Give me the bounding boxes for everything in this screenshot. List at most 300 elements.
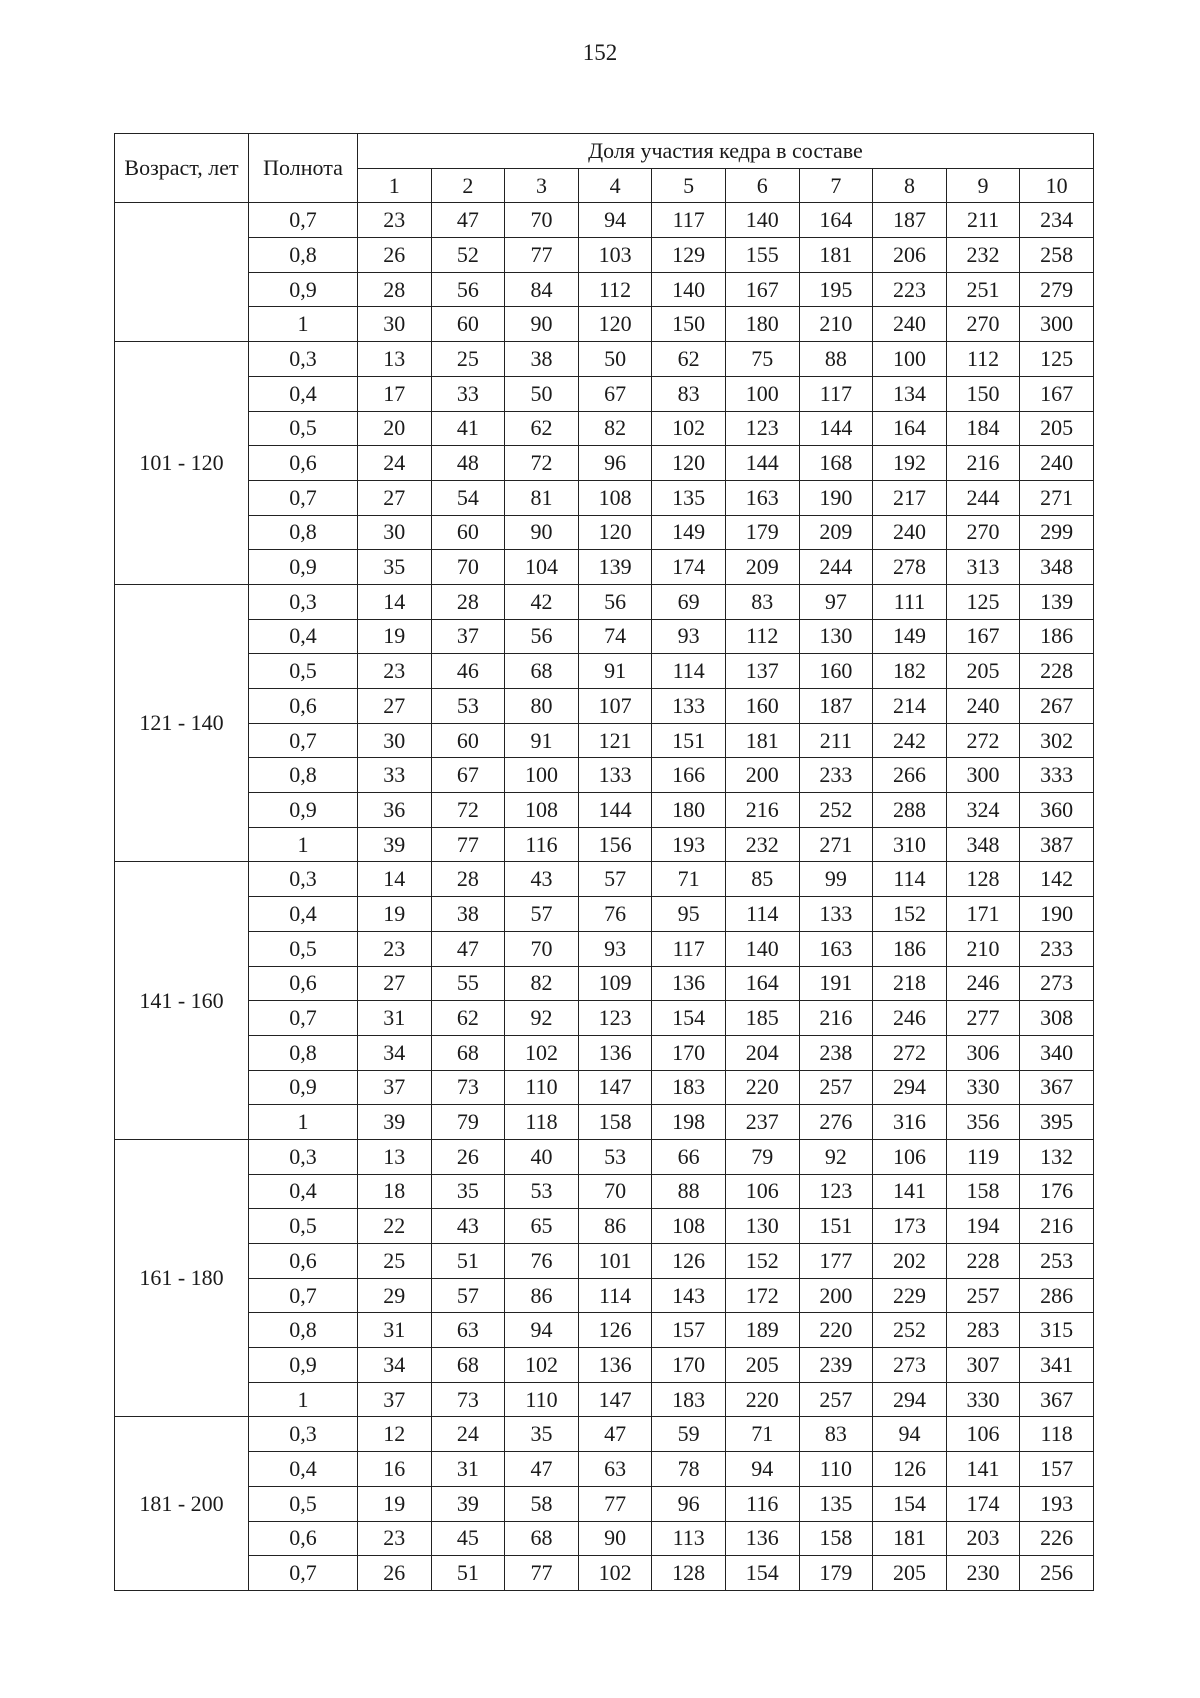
value-cell: 108 xyxy=(505,793,579,828)
value-cell: 170 xyxy=(652,1035,726,1070)
value-cell: 283 xyxy=(946,1313,1020,1348)
share-column-header: 8 xyxy=(873,168,947,203)
table-row xyxy=(115,480,1094,515)
value-cell: 205 xyxy=(725,1348,799,1383)
table-row xyxy=(115,619,1094,654)
value-cell: 111 xyxy=(873,584,947,619)
table-row xyxy=(115,1278,1094,1313)
value-cell: 154 xyxy=(725,1556,799,1591)
value-cell: 65 xyxy=(505,1209,579,1244)
table-row xyxy=(115,550,1094,585)
value-cell: 14 xyxy=(358,862,432,897)
value-cell: 147 xyxy=(578,1382,652,1417)
value-cell: 123 xyxy=(578,1001,652,1036)
value-cell: 120 xyxy=(578,515,652,550)
value-cell: 163 xyxy=(725,480,799,515)
value-cell: 233 xyxy=(799,758,873,793)
value-cell: 136 xyxy=(652,966,726,1001)
value-cell: 106 xyxy=(873,1139,947,1174)
value-cell: 71 xyxy=(725,1417,799,1452)
value-cell: 191 xyxy=(799,966,873,1001)
value-cell: 26 xyxy=(358,1556,432,1591)
age-column-header: Возраст, лет xyxy=(115,134,249,203)
value-cell: 23 xyxy=(358,203,432,238)
table-row xyxy=(115,342,1094,377)
value-cell: 308 xyxy=(1020,1001,1094,1036)
value-cell: 156 xyxy=(578,827,652,862)
value-cell: 76 xyxy=(578,897,652,932)
value-cell: 179 xyxy=(799,1556,873,1591)
table-row xyxy=(115,1244,1094,1279)
value-cell: 60 xyxy=(431,723,505,758)
value-cell: 97 xyxy=(799,584,873,619)
value-cell: 205 xyxy=(1020,411,1094,446)
value-cell: 129 xyxy=(652,238,726,273)
value-cell: 56 xyxy=(505,619,579,654)
value-cell: 228 xyxy=(1020,654,1094,689)
value-cell: 75 xyxy=(725,342,799,377)
data-table xyxy=(114,133,1094,1591)
value-cell: 167 xyxy=(1020,376,1094,411)
value-cell: 149 xyxy=(652,515,726,550)
value-cell: 79 xyxy=(725,1139,799,1174)
value-cell: 36 xyxy=(358,793,432,828)
value-cell: 51 xyxy=(431,1556,505,1591)
value-cell: 360 xyxy=(1020,793,1094,828)
density-cell: 0,3 xyxy=(249,342,358,377)
table-row xyxy=(115,307,1094,342)
table-row xyxy=(115,1417,1094,1452)
value-cell: 68 xyxy=(505,1521,579,1556)
value-cell: 31 xyxy=(431,1452,505,1487)
value-cell: 12 xyxy=(358,1417,432,1452)
value-cell: 126 xyxy=(873,1452,947,1487)
value-cell: 163 xyxy=(799,931,873,966)
value-cell: 142 xyxy=(1020,862,1094,897)
value-cell: 77 xyxy=(505,1556,579,1591)
value-cell: 19 xyxy=(358,897,432,932)
value-cell: 88 xyxy=(799,342,873,377)
density-cell: 0,7 xyxy=(249,723,358,758)
density-cell: 0,8 xyxy=(249,515,358,550)
value-cell: 82 xyxy=(578,411,652,446)
value-cell: 204 xyxy=(725,1035,799,1070)
value-cell: 251 xyxy=(946,272,1020,307)
density-cell: 0,6 xyxy=(249,1521,358,1556)
value-cell: 136 xyxy=(725,1521,799,1556)
table-body xyxy=(115,203,1094,1591)
value-cell: 86 xyxy=(505,1278,579,1313)
value-cell: 209 xyxy=(725,550,799,585)
value-cell: 14 xyxy=(358,584,432,619)
value-cell: 33 xyxy=(358,758,432,793)
density-cell: 0,4 xyxy=(249,619,358,654)
value-cell: 96 xyxy=(578,446,652,481)
value-cell: 234 xyxy=(1020,203,1094,238)
table-row xyxy=(115,1209,1094,1244)
value-cell: 39 xyxy=(358,827,432,862)
value-cell: 26 xyxy=(358,238,432,273)
value-cell: 57 xyxy=(431,1278,505,1313)
value-cell: 90 xyxy=(578,1521,652,1556)
value-cell: 66 xyxy=(652,1139,726,1174)
value-cell: 19 xyxy=(358,619,432,654)
value-cell: 170 xyxy=(652,1348,726,1383)
value-cell: 299 xyxy=(1020,515,1094,550)
value-cell: 256 xyxy=(1020,1556,1094,1591)
value-cell: 117 xyxy=(652,203,726,238)
value-cell: 112 xyxy=(946,342,1020,377)
value-cell: 59 xyxy=(652,1417,726,1452)
value-cell: 72 xyxy=(505,446,579,481)
value-cell: 126 xyxy=(652,1244,726,1279)
value-cell: 110 xyxy=(505,1382,579,1417)
density-cell: 0,3 xyxy=(249,584,358,619)
value-cell: 242 xyxy=(873,723,947,758)
value-cell: 90 xyxy=(505,515,579,550)
value-cell: 273 xyxy=(873,1348,947,1383)
value-cell: 183 xyxy=(652,1382,726,1417)
density-cell: 0,8 xyxy=(249,1313,358,1348)
table-row xyxy=(115,897,1094,932)
value-cell: 82 xyxy=(505,966,579,1001)
table-row xyxy=(115,793,1094,828)
value-cell: 288 xyxy=(873,793,947,828)
value-cell: 95 xyxy=(652,897,726,932)
value-cell: 387 xyxy=(1020,827,1094,862)
value-cell: 136 xyxy=(578,1348,652,1383)
value-cell: 367 xyxy=(1020,1070,1094,1105)
value-cell: 183 xyxy=(652,1070,726,1105)
value-cell: 128 xyxy=(652,1556,726,1591)
value-cell: 185 xyxy=(725,1001,799,1036)
value-cell: 218 xyxy=(873,966,947,1001)
value-cell: 60 xyxy=(431,515,505,550)
table-row xyxy=(115,1313,1094,1348)
density-cell: 1 xyxy=(249,1382,358,1417)
value-cell: 172 xyxy=(725,1278,799,1313)
value-cell: 103 xyxy=(578,238,652,273)
value-cell: 228 xyxy=(946,1244,1020,1279)
value-cell: 226 xyxy=(1020,1521,1094,1556)
value-cell: 102 xyxy=(652,411,726,446)
density-column-header: Полнота xyxy=(249,134,358,203)
table-row xyxy=(115,1452,1094,1487)
value-cell: 144 xyxy=(725,446,799,481)
value-cell: 83 xyxy=(652,376,726,411)
value-cell: 307 xyxy=(946,1348,1020,1383)
table-row xyxy=(115,1382,1094,1417)
value-cell: 47 xyxy=(505,1452,579,1487)
value-cell: 367 xyxy=(1020,1382,1094,1417)
value-cell: 151 xyxy=(799,1209,873,1244)
value-cell: 86 xyxy=(578,1209,652,1244)
value-cell: 96 xyxy=(652,1486,726,1521)
value-cell: 240 xyxy=(946,689,1020,724)
value-cell: 154 xyxy=(873,1486,947,1521)
value-cell: 302 xyxy=(1020,723,1094,758)
value-cell: 230 xyxy=(946,1556,1020,1591)
value-cell: 118 xyxy=(1020,1417,1094,1452)
density-cell: 1 xyxy=(249,307,358,342)
value-cell: 152 xyxy=(725,1244,799,1279)
share-column-header: 5 xyxy=(652,168,726,203)
value-cell: 24 xyxy=(358,446,432,481)
value-cell: 136 xyxy=(578,1035,652,1070)
value-cell: 216 xyxy=(946,446,1020,481)
value-cell: 144 xyxy=(799,411,873,446)
value-cell: 69 xyxy=(652,584,726,619)
value-cell: 90 xyxy=(505,307,579,342)
density-cell: 0,7 xyxy=(249,1556,358,1591)
page-number: 152 xyxy=(582,40,618,65)
value-cell: 77 xyxy=(505,238,579,273)
value-cell: 186 xyxy=(1020,619,1094,654)
value-cell: 25 xyxy=(431,342,505,377)
value-cell: 171 xyxy=(946,897,1020,932)
value-cell: 276 xyxy=(799,1105,873,1140)
value-cell: 240 xyxy=(873,307,947,342)
density-cell: 0,4 xyxy=(249,376,358,411)
value-cell: 24 xyxy=(431,1417,505,1452)
value-cell: 168 xyxy=(799,446,873,481)
value-cell: 120 xyxy=(652,446,726,481)
value-cell: 123 xyxy=(725,411,799,446)
value-cell: 193 xyxy=(1020,1486,1094,1521)
value-cell: 133 xyxy=(578,758,652,793)
share-group-header: Доля участия кедра в составе xyxy=(358,134,1094,169)
value-cell: 300 xyxy=(1020,307,1094,342)
value-cell: 154 xyxy=(652,1001,726,1036)
value-cell: 166 xyxy=(652,758,726,793)
density-cell: 0,8 xyxy=(249,238,358,273)
value-cell: 92 xyxy=(505,1001,579,1036)
value-cell: 128 xyxy=(946,862,1020,897)
value-cell: 158 xyxy=(578,1105,652,1140)
density-cell: 0,7 xyxy=(249,1278,358,1313)
value-cell: 174 xyxy=(946,1486,1020,1521)
value-cell: 140 xyxy=(725,203,799,238)
table-row xyxy=(115,272,1094,307)
value-cell: 130 xyxy=(799,619,873,654)
value-cell: 187 xyxy=(799,689,873,724)
value-cell: 38 xyxy=(505,342,579,377)
value-cell: 35 xyxy=(431,1174,505,1209)
value-cell: 190 xyxy=(799,480,873,515)
value-cell: 267 xyxy=(1020,689,1094,724)
value-cell: 157 xyxy=(1020,1452,1094,1487)
value-cell: 102 xyxy=(578,1556,652,1591)
value-cell: 356 xyxy=(946,1105,1020,1140)
value-cell: 220 xyxy=(725,1382,799,1417)
value-cell: 113 xyxy=(652,1521,726,1556)
value-cell: 88 xyxy=(652,1174,726,1209)
table-row xyxy=(115,723,1094,758)
value-cell: 102 xyxy=(505,1348,579,1383)
value-cell: 93 xyxy=(578,931,652,966)
value-cell: 38 xyxy=(431,897,505,932)
age-range-cell: 101 - 120 xyxy=(115,342,249,585)
table-row xyxy=(115,1348,1094,1383)
share-column-header: 3 xyxy=(505,168,579,203)
value-cell: 104 xyxy=(505,550,579,585)
value-cell: 272 xyxy=(873,1035,947,1070)
value-cell: 93 xyxy=(652,619,726,654)
value-cell: 114 xyxy=(578,1278,652,1313)
value-cell: 237 xyxy=(725,1105,799,1140)
value-cell: 174 xyxy=(652,550,726,585)
value-cell: 341 xyxy=(1020,1348,1094,1383)
value-cell: 126 xyxy=(578,1313,652,1348)
value-cell: 55 xyxy=(431,966,505,1001)
density-cell: 0,7 xyxy=(249,1001,358,1036)
value-cell: 179 xyxy=(725,515,799,550)
value-cell: 27 xyxy=(358,966,432,1001)
density-cell: 0,9 xyxy=(249,1348,358,1383)
density-cell: 0,5 xyxy=(249,654,358,689)
value-cell: 300 xyxy=(946,758,1020,793)
value-cell: 57 xyxy=(578,862,652,897)
share-column-header: 10 xyxy=(1020,168,1094,203)
value-cell: 130 xyxy=(725,1209,799,1244)
value-cell: 147 xyxy=(578,1070,652,1105)
value-cell: 246 xyxy=(946,966,1020,1001)
value-cell: 164 xyxy=(873,411,947,446)
density-cell: 0,5 xyxy=(249,1209,358,1244)
value-cell: 112 xyxy=(578,272,652,307)
value-cell: 33 xyxy=(431,376,505,411)
value-cell: 94 xyxy=(725,1452,799,1487)
density-cell: 0,7 xyxy=(249,203,358,238)
value-cell: 149 xyxy=(873,619,947,654)
share-column-header: 2 xyxy=(431,168,505,203)
table-row xyxy=(115,1486,1094,1521)
table-row xyxy=(115,1035,1094,1070)
value-cell: 37 xyxy=(358,1070,432,1105)
value-cell: 198 xyxy=(652,1105,726,1140)
value-cell: 99 xyxy=(799,862,873,897)
value-cell: 27 xyxy=(358,480,432,515)
value-cell: 117 xyxy=(799,376,873,411)
value-cell: 35 xyxy=(358,550,432,585)
value-cell: 313 xyxy=(946,550,1020,585)
value-cell: 192 xyxy=(873,446,947,481)
value-cell: 324 xyxy=(946,793,1020,828)
value-cell: 60 xyxy=(431,307,505,342)
value-cell: 30 xyxy=(358,307,432,342)
value-cell: 217 xyxy=(873,480,947,515)
value-cell: 229 xyxy=(873,1278,947,1313)
value-cell: 157 xyxy=(652,1313,726,1348)
value-cell: 132 xyxy=(1020,1139,1094,1174)
density-cell: 0,6 xyxy=(249,446,358,481)
value-cell: 210 xyxy=(799,307,873,342)
value-cell: 47 xyxy=(578,1417,652,1452)
value-cell: 92 xyxy=(799,1139,873,1174)
value-cell: 72 xyxy=(431,793,505,828)
value-cell: 50 xyxy=(505,376,579,411)
value-cell: 17 xyxy=(358,376,432,411)
value-cell: 47 xyxy=(431,931,505,966)
value-cell: 63 xyxy=(578,1452,652,1487)
value-cell: 76 xyxy=(505,1244,579,1279)
value-cell: 137 xyxy=(725,654,799,689)
value-cell: 30 xyxy=(358,723,432,758)
value-cell: 180 xyxy=(652,793,726,828)
value-cell: 216 xyxy=(799,1001,873,1036)
value-cell: 91 xyxy=(505,723,579,758)
value-cell: 67 xyxy=(431,758,505,793)
value-cell: 107 xyxy=(578,689,652,724)
value-cell: 133 xyxy=(799,897,873,932)
age-range-cell: 121 - 140 xyxy=(115,584,249,862)
value-cell: 110 xyxy=(505,1070,579,1105)
value-cell: 43 xyxy=(431,1209,505,1244)
value-cell: 100 xyxy=(873,342,947,377)
table-row xyxy=(115,1139,1094,1174)
value-cell: 94 xyxy=(578,203,652,238)
value-cell: 144 xyxy=(578,793,652,828)
value-cell: 53 xyxy=(505,1174,579,1209)
value-cell: 27 xyxy=(358,689,432,724)
value-cell: 116 xyxy=(505,827,579,862)
value-cell: 50 xyxy=(578,342,652,377)
age-range-cell: 181 - 200 xyxy=(115,1417,249,1590)
value-cell: 273 xyxy=(1020,966,1094,1001)
value-cell: 57 xyxy=(505,897,579,932)
value-cell: 232 xyxy=(725,827,799,862)
value-cell: 190 xyxy=(1020,897,1094,932)
table-row xyxy=(115,446,1094,481)
table-row xyxy=(115,862,1094,897)
value-cell: 279 xyxy=(1020,272,1094,307)
value-cell: 106 xyxy=(946,1417,1020,1452)
density-cell: 0,3 xyxy=(249,862,358,897)
value-cell: 114 xyxy=(725,897,799,932)
age-range-cell: 161 - 180 xyxy=(115,1139,249,1417)
value-cell: 22 xyxy=(358,1209,432,1244)
value-cell: 160 xyxy=(799,654,873,689)
value-cell: 193 xyxy=(652,827,726,862)
value-cell: 77 xyxy=(578,1486,652,1521)
value-cell: 106 xyxy=(725,1174,799,1209)
value-cell: 94 xyxy=(873,1417,947,1452)
value-cell: 340 xyxy=(1020,1035,1094,1070)
value-cell: 125 xyxy=(1020,342,1094,377)
value-cell: 139 xyxy=(578,550,652,585)
value-cell: 257 xyxy=(799,1382,873,1417)
density-cell: 0,6 xyxy=(249,1244,358,1279)
value-cell: 77 xyxy=(431,827,505,862)
table-row xyxy=(115,931,1094,966)
value-cell: 246 xyxy=(873,1001,947,1036)
table-row xyxy=(115,1070,1094,1105)
value-cell: 81 xyxy=(505,480,579,515)
value-cell: 67 xyxy=(578,376,652,411)
table-row xyxy=(115,966,1094,1001)
table-row xyxy=(115,758,1094,793)
density-cell: 0,4 xyxy=(249,1452,358,1487)
value-cell: 258 xyxy=(1020,238,1094,273)
value-cell: 23 xyxy=(358,1521,432,1556)
value-cell: 56 xyxy=(431,272,505,307)
value-cell: 330 xyxy=(946,1382,1020,1417)
value-cell: 211 xyxy=(946,203,1020,238)
value-cell: 120 xyxy=(578,307,652,342)
value-cell: 244 xyxy=(799,550,873,585)
share-column-header: 6 xyxy=(725,168,799,203)
value-cell: 286 xyxy=(1020,1278,1094,1313)
